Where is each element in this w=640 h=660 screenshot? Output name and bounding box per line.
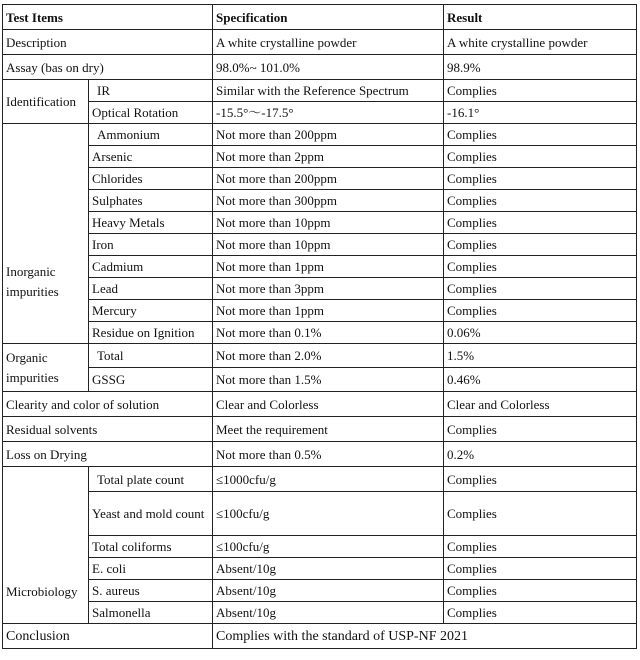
table-row <box>3 212 637 234</box>
result-cell: A white crystalline powder <box>444 30 637 55</box>
table-row <box>3 30 637 55</box>
header-specification: Specification <box>213 5 444 30</box>
spec-cell: 98.0%~ 101.0% <box>213 55 444 80</box>
item-cell: Residue on Ignition <box>89 322 213 344</box>
table-row <box>3 102 637 124</box>
item-cell: Cadmium <box>89 256 213 278</box>
table-row <box>3 442 637 467</box>
result-cell: -16.1° <box>444 102 637 124</box>
spec-cell: Not more than 200ppm <box>213 168 444 190</box>
item-cell: Salmonella <box>89 602 213 624</box>
item-cell: Loss on Drying <box>3 442 213 467</box>
table-row <box>3 558 637 580</box>
result-cell: Complies <box>444 300 637 322</box>
item-cell: E. coli <box>89 558 213 580</box>
result-cell: Complies <box>444 602 637 624</box>
spec-cell: Not more than 1.5% <box>213 368 444 392</box>
result-cell: 0.2% <box>444 442 637 467</box>
table-row <box>3 602 637 624</box>
spec-cell: Not more than 1ppm <box>213 300 444 322</box>
item-cell: Total plate count <box>89 467 213 492</box>
result-cell: 0.06% <box>444 322 637 344</box>
table-row <box>3 392 637 417</box>
result-cell: Complies <box>444 536 637 558</box>
item-cell: Arsenic <box>89 146 213 168</box>
spec-cell: Not more than 2.0% <box>213 344 444 368</box>
table-row <box>3 190 637 212</box>
result-cell: Complies <box>444 467 637 492</box>
spec-cell: Absent/10g <box>213 558 444 580</box>
spec-cell: Not more than 300ppm <box>213 190 444 212</box>
result-cell: Complies <box>444 417 637 442</box>
table-row <box>3 55 637 80</box>
header-test-items: Test Items <box>3 5 213 30</box>
item-cell: Description <box>3 30 213 55</box>
result-cell: Clear and Colorless <box>444 392 637 417</box>
conclusion-row <box>3 624 637 649</box>
result-cell: Complies <box>444 212 637 234</box>
spec-cell: ≤100cfu/g <box>213 536 444 558</box>
table-row <box>3 256 637 278</box>
spec-cell: -15.5°～-17.5° <box>213 102 444 124</box>
spec-cell: A white crystalline powder <box>213 30 444 55</box>
item-cell: Yeast and mold count <box>89 492 213 536</box>
item-cell: Total coliforms <box>89 536 213 558</box>
result-cell: 98.9% <box>444 55 637 80</box>
specification-table <box>2 4 637 649</box>
result-cell: 0.46% <box>444 368 637 392</box>
item-cell: Chlorides <box>89 168 213 190</box>
item-cell: Residual solvents <box>3 417 213 442</box>
item-cell: Mercury <box>89 300 213 322</box>
conclusion-value: Complies with the standard of USP-NF 2021 <box>213 624 637 649</box>
conclusion-label: Conclusion <box>3 624 213 649</box>
table-row <box>3 492 637 536</box>
item-cell: Optical Rotation <box>89 102 213 124</box>
result-cell: Complies <box>444 256 637 278</box>
table-row <box>3 536 637 558</box>
item-cell: S. aureus <box>89 580 213 602</box>
spec-cell: Not more than 2ppm <box>213 146 444 168</box>
spec-cell: Not more than 0.1% <box>213 322 444 344</box>
item-cell: IR <box>89 80 213 102</box>
item-cell: Clearity and color of solution <box>3 392 213 417</box>
result-cell: Complies <box>444 124 637 146</box>
spec-cell: Not more than 1ppm <box>213 256 444 278</box>
header-row <box>3 5 637 30</box>
result-cell: Complies <box>444 278 637 300</box>
table-row <box>3 417 637 442</box>
spec-cell: ≤1000cfu/g <box>213 467 444 492</box>
table-row <box>3 368 637 392</box>
result-cell: Complies <box>444 80 637 102</box>
spec-cell: ≤100cfu/g <box>213 492 444 536</box>
item-cell: Heavy Metals <box>89 212 213 234</box>
table-row <box>3 278 637 300</box>
spec-cell: Absent/10g <box>213 580 444 602</box>
result-cell: Complies <box>444 580 637 602</box>
spec-cell: Not more than 3ppm <box>213 278 444 300</box>
item-cell: Ammonium <box>89 124 213 146</box>
spec-cell: Similar with the Reference Spectrum <box>213 80 444 102</box>
spec-cell: Not more than 0.5% <box>213 442 444 467</box>
table-row <box>3 467 637 492</box>
result-cell: Complies <box>444 190 637 212</box>
spec-cell: Not more than 10ppm <box>213 212 444 234</box>
result-cell: Complies <box>444 168 637 190</box>
table-row <box>3 322 637 344</box>
header-result: Result <box>444 5 637 30</box>
table-row <box>3 80 637 102</box>
result-cell: Complies <box>444 558 637 580</box>
spec-cell: Meet the requirement <box>213 417 444 442</box>
result-cell: Complies <box>444 146 637 168</box>
spec-cell: Not more than 10ppm <box>213 234 444 256</box>
table-row <box>3 234 637 256</box>
group-label-inorganic: Inorganic impurities <box>3 124 89 344</box>
table-row <box>3 146 637 168</box>
item-cell: Total <box>89 344 213 368</box>
table-row <box>3 580 637 602</box>
group-label-microbiology: Microbiology <box>3 467 89 624</box>
item-cell: Sulphates <box>89 190 213 212</box>
spec-cell: Clear and Colorless <box>213 392 444 417</box>
result-cell: 1.5% <box>444 344 637 368</box>
item-cell: Assay (bas on dry) <box>3 55 213 80</box>
table-row <box>3 168 637 190</box>
result-cell: Complies <box>444 492 637 536</box>
item-cell: Lead <box>89 278 213 300</box>
group-label-identification: Identification <box>3 80 89 124</box>
item-cell: Iron <box>89 234 213 256</box>
group-label-organic: Organic impurities <box>3 344 89 392</box>
item-cell: GSSG <box>89 368 213 392</box>
spec-cell: Absent/10g <box>213 602 444 624</box>
table-row <box>3 300 637 322</box>
spec-cell: Not more than 200ppm <box>213 124 444 146</box>
table-row <box>3 124 637 146</box>
result-cell: Complies <box>444 234 637 256</box>
table-row <box>3 344 637 368</box>
